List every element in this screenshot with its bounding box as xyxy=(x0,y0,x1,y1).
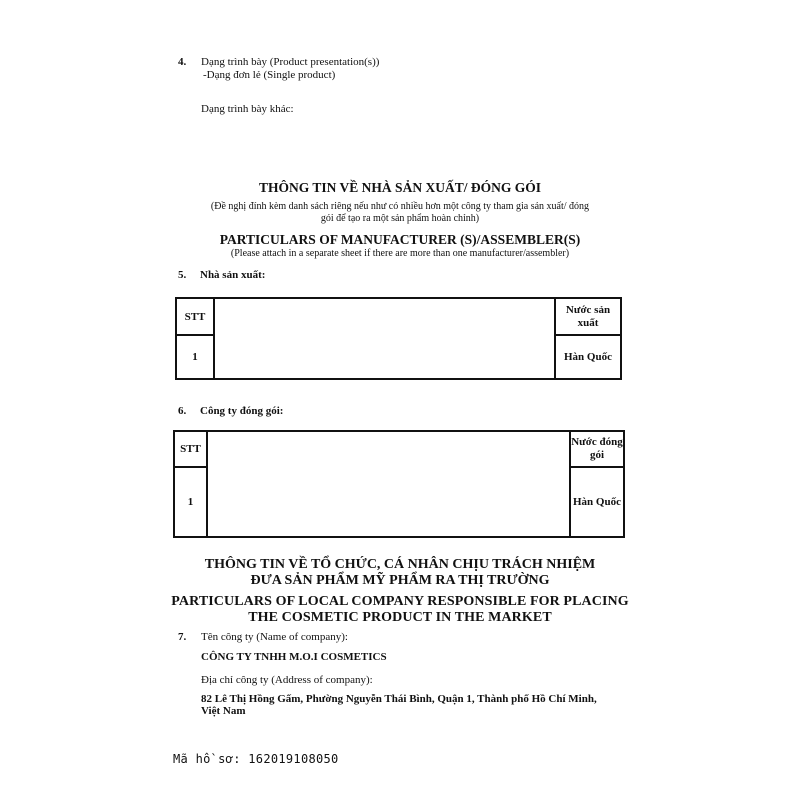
manufacturer-row-country: Hàn Quốc xyxy=(555,335,621,379)
packager-row-index: 1 xyxy=(174,467,207,537)
responsible-title-en-line1: PARTICULARS OF LOCAL COMPANY RESPONSIBLE FOR PLACING xyxy=(171,594,629,609)
manufacturer-title-vi: THÔNG TIN VỀ NHÀ SẢN XUẤT/ ĐÓNG GÓI xyxy=(259,180,541,195)
file-number-label: Mã hồ sơ: xyxy=(173,752,241,766)
company-address-line2: Việt Nam xyxy=(201,705,246,717)
manufacturer-header-country: Nước sản xuất xyxy=(555,298,621,335)
manufacturer-title-en: PARTICULARS OF MANUFACTURER (S)/ASSEMBLER(S) xyxy=(219,232,581,247)
file-number-value: 162019108050 xyxy=(248,752,339,766)
manufacturer-row-index: 1 xyxy=(176,335,214,379)
packager-name-cell xyxy=(207,431,570,537)
section-4-number: 4. xyxy=(178,56,187,68)
responsible-title-vi-line2: ĐƯA SẢN PHẨM MỸ PHẨM RA THỊ TRƯỜNG xyxy=(250,573,550,588)
manufacturer-header-stt: STT xyxy=(176,298,214,335)
company-address-label: Địa chỉ công ty (Address of company): xyxy=(201,674,373,686)
company-address-line1: 82 Lê Thị Hồng Gấm, Phường Nguyễn Thái Bình, Quận 1, Thành phố Hồ Chí Minh, xyxy=(201,693,597,705)
packager-header-country: Nước đóng gói xyxy=(570,431,624,467)
section-6-number: 6. xyxy=(178,405,187,417)
packager-header-stt: STT xyxy=(174,431,207,467)
company-name-label: Tên công ty (Name of company): xyxy=(201,631,348,643)
section-4-other-label: Dạng trình bày khác: xyxy=(201,103,294,115)
section-7-number: 7. xyxy=(178,631,187,643)
file-number-line xyxy=(173,752,339,766)
section-6-label: Công ty đóng gói: xyxy=(200,405,284,417)
responsible-title-vi-line1: THÔNG TIN VỀ TỔ CHỨC, CÁ NHÂN CHỊU TRÁCH NHIỆM xyxy=(204,557,596,572)
section-5-number: 5. xyxy=(178,269,187,281)
manufacturer-table xyxy=(175,297,622,380)
manufacturer-note-vi-line1: (Đề nghị đính kèm danh sách riêng nếu như có nhiều hơn một công ty tham gia sản xuất/ đóng xyxy=(210,201,590,212)
section-4-title: Dạng trình bày (Product presentation(s)) xyxy=(201,56,380,68)
responsible-title-en-line2: THE COSMETIC PRODUCT IN THE MARKET xyxy=(248,610,552,625)
company-name-value: CÔNG TY TNHH M.O.I COSMETICS xyxy=(201,651,387,663)
packager-table xyxy=(173,430,625,538)
manufacturer-name-cell xyxy=(214,298,555,379)
manufacturer-note-vi-line2: gói để tạo ra một sản phẩm hoàn chỉnh) xyxy=(320,213,480,224)
manufacturer-note-en: (Please attach in a separate sheet if there are more than one manufacturer/assembler) xyxy=(230,248,570,259)
packager-row-country: Hàn Quốc xyxy=(570,467,624,537)
section-5-label: Nhà sản xuất: xyxy=(200,269,266,281)
section-4-option: -Dạng đơn lẻ (Single product) xyxy=(203,69,336,81)
